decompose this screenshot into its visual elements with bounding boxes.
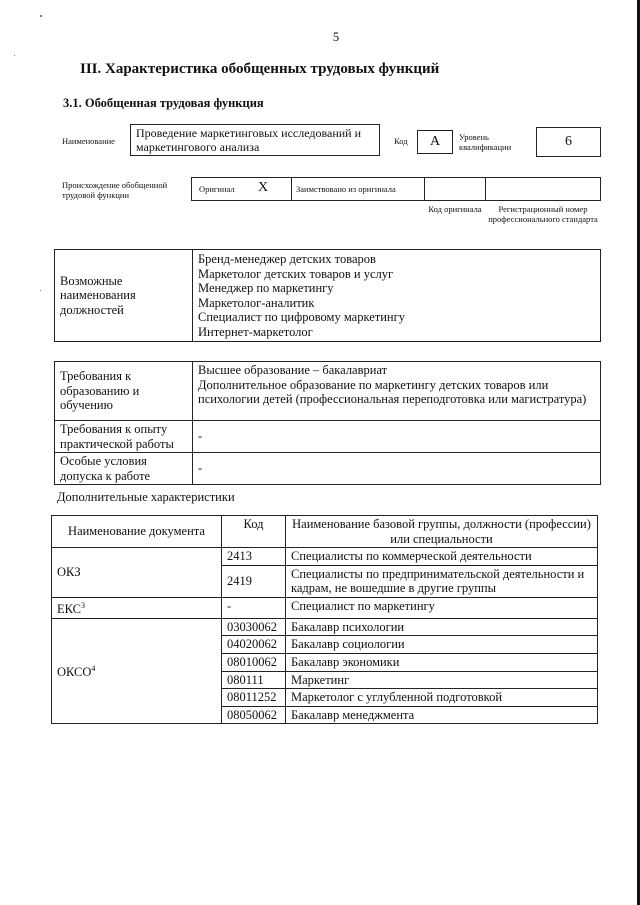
origin-divider [485,177,486,201]
page-number: 5 [332,30,340,44]
origin-row [191,177,601,201]
okso-code: 03030062 [227,619,277,634]
eks-code: - [227,598,232,613]
okz-code: 2419 [227,574,252,589]
position-item: Менеджер по маркетингу [198,281,334,296]
eks-doc: ЕКС [57,602,81,617]
origin-borrowed-label: Заимствовано из оригинала [296,184,396,194]
okso-name: Бакалавр менеджмента [291,707,415,722]
subsection-title: 3.1. Обобщенная трудовая функция [63,96,264,110]
eks-name: Специалист по маркетингу [291,598,435,613]
education-value: Высшее образование – бакалавриат Дополнительное образование по маркетингу детских товаров или психологии детей (профессиональная переподготовка или магистратура) [198,363,587,407]
okso-code: 08010062 [227,654,277,669]
okso-code: 08050062 [227,707,277,722]
origin-original-label: Оригинал [199,184,235,194]
okz-name: Специалисты по предпринимательской деятельности и кадрам, не вошедшие в другие группы [291,566,585,596]
positions-table [54,249,601,342]
position-item: Интернет-маркетолог [198,324,313,339]
origin-code-caption: Код оригинала [428,204,482,214]
scan-speck [40,15,42,17]
okso-code: 04020062 [227,637,277,652]
otf-code-value: А [417,130,453,154]
origin-divider [291,177,292,201]
extra-table [51,515,598,724]
extra-title: Дополнительные характеристики [57,490,235,504]
okso-code: 08011252 [227,690,277,705]
okz-doc: ОКЗ [57,565,81,580]
education-label: Требования к образованию и обучению [60,369,140,413]
header-doc: Наименование документа [68,524,205,539]
experience-label: Требования к опыту практической работы [60,422,174,451]
okso-code: 080111 [227,672,264,687]
position-item: Специалист по цифровому маркетингу [198,310,405,325]
otf-code-label: Код [394,136,408,146]
scan-speck [40,290,41,291]
position-item: Бренд-менеджер детских товаров [198,252,376,266]
origin-label: Происхождение обобщенной трудовой функции [62,180,168,200]
okz-name: Специалисты по коммерческой деятельности [291,549,532,564]
experience-value: - [198,429,203,444]
otf-name-label: Наименование [62,136,115,146]
okso-footnote: 4 [91,664,96,674]
position-item: Маркетолог детских товаров и услуг [198,266,394,281]
conditions-label: Особые условия допуска к работе [60,454,151,483]
positions-label: Возможные наименования должностей [60,273,136,317]
okso-name: Маркетинг [291,672,350,687]
okso-name: Маркетолог с углубленной подготовкой [291,690,503,705]
header-code: Код [243,517,264,531]
okso-name: Бакалавр экономики [291,654,400,669]
section-title: III. Характеристика обобщенных трудовых функций [80,61,440,77]
otf-level-label: Уровень квалификации [459,132,512,152]
okz-code: 2413 [227,549,252,564]
otf-name-value: Проведение маркетинговых исследований и маркетингового анализа [130,124,380,156]
origin-divider [424,177,425,201]
header-name: Наименование базовой группы, должности (профессии) или специальности [292,517,591,546]
origin-original-mark: Х [258,180,269,195]
conditions-value: - [198,461,203,476]
position-item: Маркетолог-аналитик [198,295,315,310]
okso-name: Бакалавр социологии [291,637,405,652]
okso-name: Бакалавр психологии [291,619,405,634]
otf-level-value: 6 [536,127,601,157]
okso-doc: ОКСО [57,665,92,680]
origin-reg-caption: Регистрационный номер профессионального стандарта [488,204,598,224]
scan-speck [14,55,15,56]
eks-footnote: 3 [81,600,85,610]
requirements-table [54,361,601,485]
